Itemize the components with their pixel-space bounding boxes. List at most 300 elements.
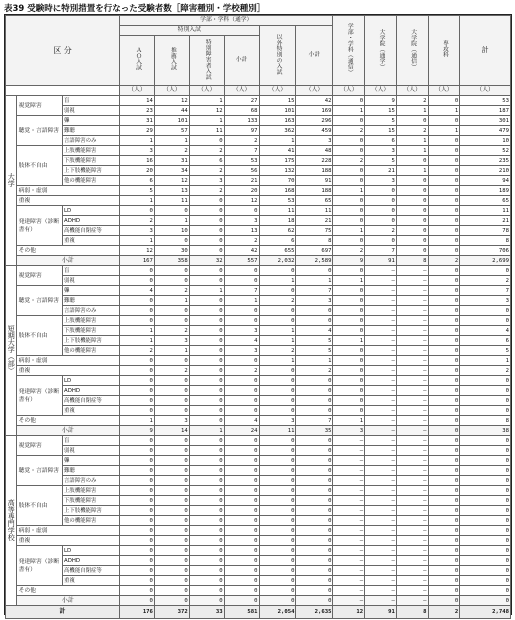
value-cell: 42 [296,96,333,106]
value-cell: 20 [120,166,155,176]
value-cell: 0 [154,236,189,246]
value-cell: — [396,496,428,506]
value-cell: 0 [259,486,296,496]
value-cell: 0 [120,516,155,526]
value-cell: — [333,436,365,446]
subtotal-value: 8 [396,256,428,266]
value-cell: 0 [259,446,296,456]
value-cell: — [365,276,397,286]
value-cell: 0 [189,226,224,236]
value-cell: — [396,416,428,426]
grand-total-value: 2 [428,606,460,619]
value-cell: 0 [296,266,333,276]
value-cell: 0 [259,476,296,486]
value-cell: 1 [120,416,155,426]
value-cell: 1 [189,286,224,296]
value-cell: 0 [154,486,189,496]
value-cell: 0 [460,586,511,596]
header-tsushin: 学部・学科（通信） [333,16,365,86]
value-cell: 0 [396,156,428,166]
value-cell: 0 [396,116,428,126]
value-cell: 0 [120,566,155,576]
value-cell: 2 [224,366,259,376]
value-cell: 0 [428,496,460,506]
value-cell: 0 [224,406,259,416]
value-cell: 16 [120,156,155,166]
value-cell: 0 [154,506,189,516]
value-cell: 48 [296,146,333,156]
value-cell: — [396,386,428,396]
table-row [6,456,511,466]
value-cell: 0 [333,316,365,326]
value-cell: 2 [396,126,428,136]
value-cell: 5 [120,186,155,196]
subtotal-value: 11 [259,426,296,436]
value-cell: 0 [428,376,460,386]
value-cell: 0 [120,476,155,486]
value-cell: 0 [296,536,333,546]
value-cell: — [333,586,365,596]
subcategory-label: 言語障害のみ [63,306,120,316]
value-cell: 0 [296,386,333,396]
value-cell: 29 [120,126,155,136]
value-cell: 6 [365,136,397,146]
header-subtotal1: 小計 [224,36,259,86]
value-cell: — [365,456,397,466]
value-cell: 0 [259,376,296,386]
value-cell: 0 [120,496,155,506]
table-row [6,486,511,496]
grand-total-value: 8 [396,606,428,619]
value-cell: 296 [296,116,333,126]
value-cell: 0 [428,136,460,146]
value-cell: 3 [224,216,259,226]
value-cell: 0 [189,496,224,506]
table-row [6,346,511,356]
table-row [6,506,511,516]
subcategory-label: 重複 [63,576,120,586]
value-cell: — [333,526,365,536]
value-cell: 0 [460,466,511,476]
value-cell: 0 [189,356,224,366]
value-cell: 0 [224,206,259,216]
value-cell: 0 [460,436,511,446]
value-cell: 0 [224,316,259,326]
value-cell: 0 [460,526,511,536]
value-cell: 0 [460,406,511,416]
value-cell: 91 [296,176,333,186]
value-cell: — [396,296,428,306]
subcategory-label: 弱視 [63,106,120,116]
value-cell: — [396,446,428,456]
value-cell: 0 [224,266,259,276]
value-cell: 0 [224,446,259,456]
value-cell: 0 [154,446,189,456]
subtotal-value: 1 [189,426,224,436]
value-cell: 23 [120,106,155,116]
subtotal-value: 38 [460,426,511,436]
subtotal-value: — [396,596,428,606]
header-grad: 大学院（通学） [365,16,397,86]
value-cell: 0 [428,316,460,326]
value-cell: 0 [120,206,155,216]
value-cell: 3 [460,296,511,306]
value-cell: 0 [189,326,224,336]
value-cell: 65 [296,196,333,206]
value-cell: 0 [333,406,365,416]
category-label: 肢体不自由 [16,486,62,526]
table-row [6,436,511,446]
value-cell: — [396,586,428,596]
value-cell: 0 [259,406,296,416]
value-cell: 0 [259,496,296,506]
category-label: 聴覚・言語障害 [16,456,62,486]
subcategory-label: 他の機能障害 [63,346,120,356]
value-cell: — [333,516,365,526]
value-cell: 0 [259,366,296,376]
value-cell: 0 [189,486,224,496]
value-cell: 0 [396,206,428,216]
value-cell: 4 [224,416,259,426]
value-cell: 0 [120,396,155,406]
value-cell: 0 [154,386,189,396]
grand-total-row [6,606,511,619]
subtotal-value: 0 [120,596,155,606]
table-row [6,546,511,556]
value-cell: — [365,586,397,596]
value-cell: 0 [154,576,189,586]
value-cell: — [333,446,365,456]
value-cell: 2 [259,296,296,306]
value-cell: 14 [120,96,155,106]
subcategory-label: 高機能自閉症等 [63,566,120,576]
value-cell: 0 [189,476,224,486]
subcategory-label: 下肢機能障害 [63,496,120,506]
value-cell: 0 [189,406,224,416]
value-cell: 0 [428,436,460,446]
value-cell: 0 [120,576,155,586]
value-cell: 0 [224,526,259,536]
value-cell: 0 [259,536,296,546]
value-cell: 75 [296,226,333,236]
value-cell: 0 [259,556,296,566]
subcategory-label: 聾 [63,456,120,466]
header-ao: ＡＯ入試 [120,36,155,86]
value-cell: 4 [296,326,333,336]
value-cell: 0 [428,186,460,196]
value-cell: 0 [120,446,155,456]
value-cell: 0 [365,216,397,226]
category-label: 視覚障害 [16,266,62,286]
value-cell: — [333,466,365,476]
value-cell: 0 [428,556,460,566]
value-cell: 0 [428,386,460,396]
value-cell: 1 [154,216,189,226]
table-row [6,386,511,396]
table-row [6,416,511,426]
value-cell: 0 [120,406,155,416]
value-cell: 1 [396,136,428,146]
value-cell: 0 [333,176,365,186]
value-cell: 65 [460,196,511,206]
value-cell: 2 [460,366,511,376]
value-cell: 0 [189,576,224,586]
value-cell: 188 [296,186,333,196]
value-cell: 53 [259,196,296,206]
value-cell: 1 [333,276,365,286]
subcategory-label: 上肢機能障害 [63,486,120,496]
value-cell: 0 [428,546,460,556]
category-label: 重複 [16,196,120,206]
value-cell: 3 [120,146,155,156]
table-row [6,356,511,366]
value-cell: — [365,266,397,276]
value-cell: 0 [224,486,259,496]
value-cell: 1 [333,226,365,236]
table-row [6,376,511,386]
category-label: 肢体不自由 [16,316,62,356]
value-cell: 0 [154,556,189,566]
value-cell: 5 [296,336,333,346]
value-cell: 0 [189,386,224,396]
value-cell: — [365,416,397,426]
value-cell: 0 [296,466,333,476]
value-cell: 0 [259,466,296,476]
value-cell: 0 [333,146,365,156]
value-cell: 2 [365,226,397,236]
value-cell: 1 [396,106,428,116]
value-cell: 0 [120,586,155,596]
value-cell: 0 [428,196,460,206]
section-label [6,436,17,606]
value-cell: 2 [460,276,511,286]
value-cell: 0 [120,436,155,446]
value-cell: — [333,496,365,506]
statistics-table [5,15,511,619]
value-cell: 0 [396,186,428,196]
header-tokubetsu: 特別障害者入試 [189,36,224,86]
value-cell: 12 [224,196,259,206]
value-cell: 0 [224,386,259,396]
value-cell: 2 [259,346,296,356]
subtotal-value: 91 [365,256,397,266]
value-cell: — [396,526,428,536]
subtotal-value: 32 [189,256,224,266]
value-cell: 655 [259,246,296,256]
value-cell: — [396,546,428,556]
value-cell: 0 [189,236,224,246]
value-cell: 0 [120,506,155,516]
value-cell: 0 [333,386,365,396]
table-row [6,526,511,536]
value-cell: 0 [259,306,296,316]
subcategory-label: LD [63,206,120,216]
value-cell: — [333,566,365,576]
value-cell: 0 [428,456,460,466]
value-cell: 0 [259,396,296,406]
value-cell: 0 [296,546,333,556]
value-cell: 10 [460,136,511,146]
value-cell: 0 [428,346,460,356]
value-cell: 0 [189,246,224,256]
table-row [6,556,511,566]
value-cell: 0 [189,276,224,286]
value-cell: 0 [428,396,460,406]
value-cell: 0 [154,376,189,386]
value-cell: 3 [296,296,333,306]
value-cell: 0 [120,456,155,466]
subtotal-value: 0 [428,426,460,436]
value-cell: 362 [259,126,296,136]
value-cell: 0 [154,306,189,316]
value-cell: — [396,456,428,466]
value-cell: 0 [224,566,259,576]
value-cell: 1 [120,326,155,336]
value-cell: — [365,306,397,316]
value-cell: 1 [396,146,428,156]
value-cell: 0 [259,286,296,296]
value-cell: 68 [224,106,259,116]
value-cell: 41 [259,146,296,156]
value-cell: 53 [224,156,259,166]
value-cell: 0 [224,546,259,556]
value-cell: 0 [428,306,460,316]
value-cell: 479 [460,126,511,136]
value-cell: 0 [460,546,511,556]
value-cell: 0 [428,166,460,176]
value-cell: 0 [154,526,189,536]
table-row [6,336,511,346]
value-cell: 4 [460,326,511,336]
value-cell: — [333,506,365,516]
value-cell: 0 [460,556,511,566]
value-cell: 5 [365,156,397,166]
subcategory-label: LD [63,546,120,556]
value-cell: 0 [428,506,460,516]
value-cell: 0 [154,266,189,276]
subcategory-label: 重複 [63,406,120,416]
subtotal-value: 9 [333,256,365,266]
value-cell: 0 [396,246,428,256]
value-cell: 0 [296,516,333,526]
value-cell: — [333,556,365,566]
value-cell: 0 [296,396,333,406]
value-cell: 0 [224,436,259,446]
category-label: 病弱・虚弱 [16,186,120,196]
subcategory-label: 他の機能障害 [63,516,120,526]
value-cell: 0 [428,336,460,346]
subtotal-value: 0 [224,596,259,606]
value-cell: 0 [120,296,155,306]
value-cell: 2 [333,156,365,166]
table-row [6,366,511,376]
table-row [6,96,511,106]
table-row [6,396,511,406]
table-row [6,166,511,176]
value-cell: 0 [189,566,224,576]
subcategory-label: 難聴 [63,466,120,476]
unit-cell: （人） [154,86,189,96]
value-cell: 133 [224,116,259,126]
value-cell: 169 [296,106,333,116]
value-cell: 15 [259,96,296,106]
value-cell: 0 [428,366,460,376]
value-cell: 3 [296,136,333,146]
grand-total-value: 372 [154,606,189,619]
value-cell: 0 [120,276,155,286]
value-cell: 0 [154,206,189,216]
value-cell: 0 [120,556,155,566]
value-cell: 1 [259,276,296,286]
category-label: 発達障害（診断書有） [16,206,62,246]
subtotal-row [6,256,511,266]
value-cell: 31 [120,116,155,126]
value-cell: 0 [333,116,365,126]
value-cell: 0 [189,346,224,356]
table-row [6,296,511,306]
value-cell: — [365,396,397,406]
value-cell: 0 [428,466,460,476]
value-cell: 0 [120,546,155,556]
value-cell: — [333,576,365,586]
value-cell: 0 [259,546,296,556]
value-cell: 0 [428,296,460,306]
value-cell: 1 [296,356,333,366]
value-cell: 2 [154,146,189,156]
value-cell: — [365,436,397,446]
value-cell: 0 [224,516,259,526]
unit-cell: （人） [224,86,259,96]
table-row [6,496,511,506]
value-cell: 0 [396,176,428,186]
value-cell: 1 [460,356,511,366]
value-cell: 56 [224,166,259,176]
subtotal-value: 0 [460,596,511,606]
subtotal-value: 3 [333,426,365,436]
value-cell: 0 [224,356,259,366]
value-cell: 0 [296,316,333,326]
category-label: 視覚障害 [16,436,62,456]
value-cell: 3 [154,336,189,346]
header-suisen: 推薦入試 [154,36,189,86]
subcategory-label: 難聴 [63,126,120,136]
grand-total-value: 581 [224,606,259,619]
value-cell: 0 [224,276,259,286]
category-label: 聴覚・言語障害 [16,286,62,316]
subcategory-label: 上肢機能障害 [63,146,120,156]
value-cell: 1 [333,336,365,346]
value-cell: 188 [296,166,333,176]
value-cell: — [396,396,428,406]
value-cell: 2 [120,346,155,356]
value-cell: 1 [259,336,296,346]
table-row [6,286,511,296]
value-cell: 1 [428,106,460,116]
value-cell: 78 [460,226,511,236]
value-cell: 12 [189,106,224,116]
value-cell: 0 [460,456,511,466]
value-cell: 0 [333,236,365,246]
value-cell: — [365,386,397,396]
value-cell: 1 [296,276,333,286]
subtotal-label: 小計 [16,426,120,436]
grand-total-value: 33 [189,606,224,619]
value-cell: — [396,326,428,336]
value-cell: 44 [154,106,189,116]
value-cell: 0 [428,576,460,586]
value-cell: 0 [460,576,511,586]
value-cell: 0 [224,556,259,566]
